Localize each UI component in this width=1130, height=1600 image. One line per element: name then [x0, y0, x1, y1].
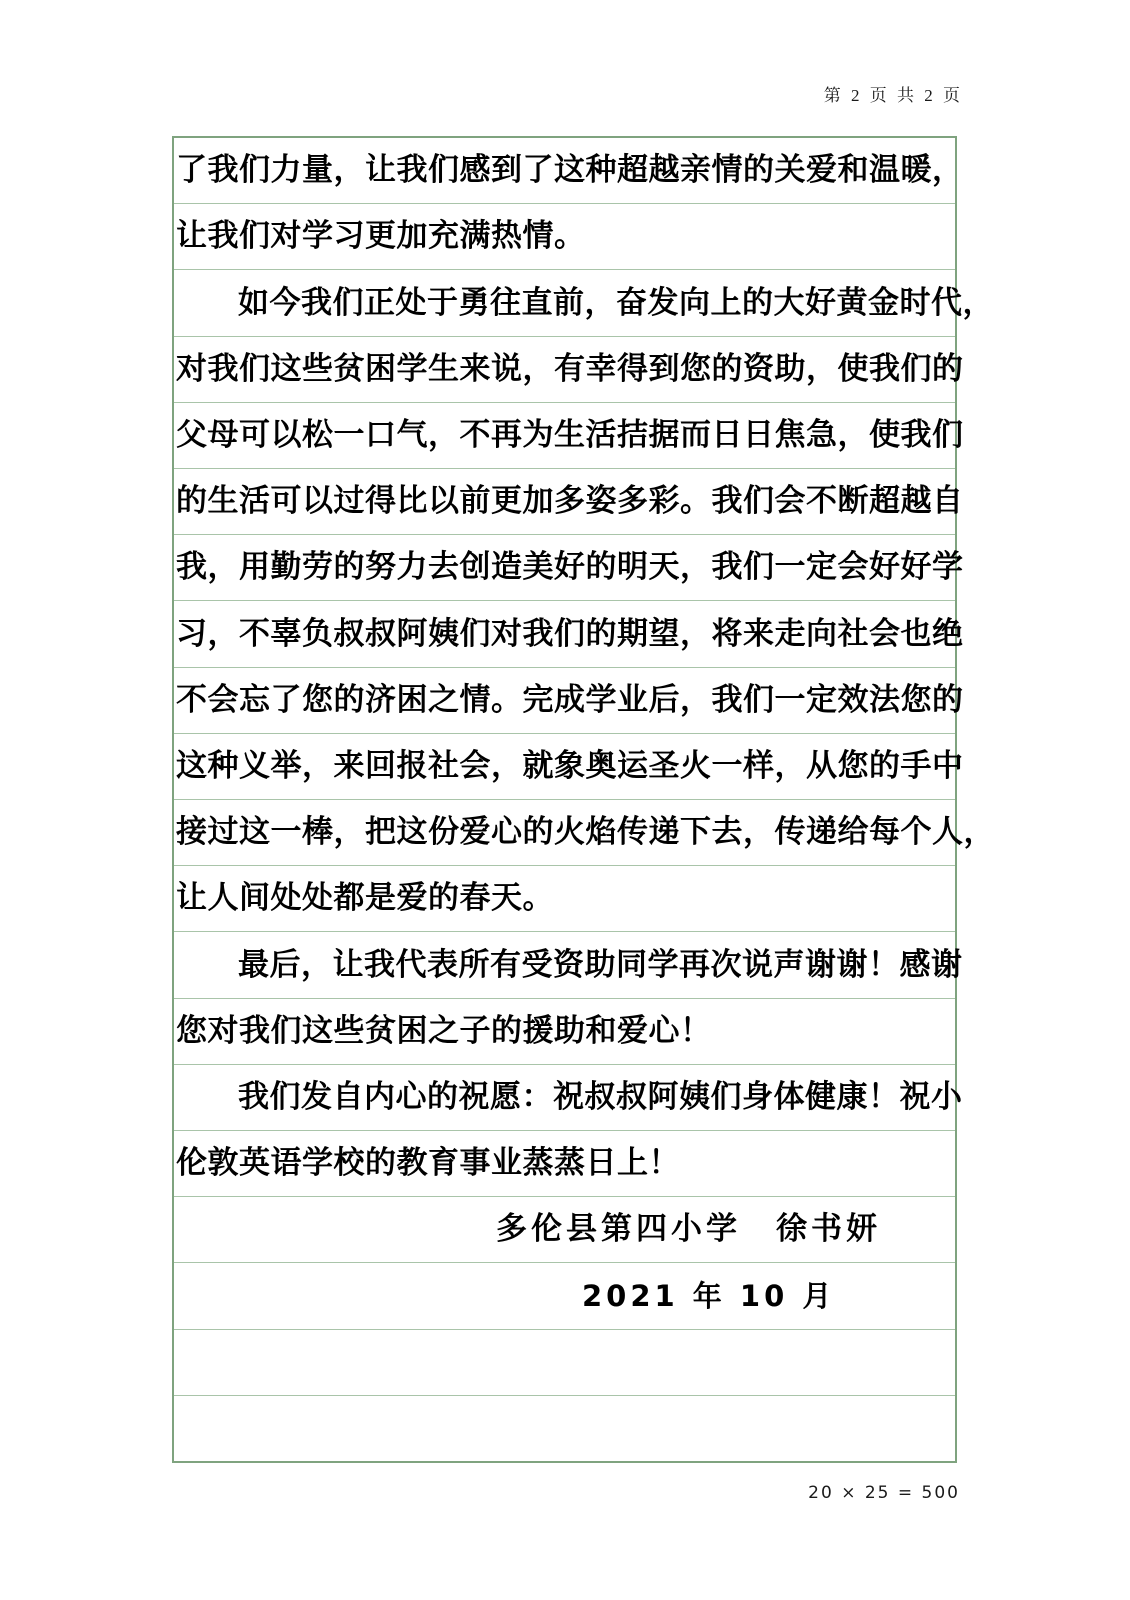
row-text: 最后，让我代表所有受资助同学再次说声谢谢！感谢: [238, 946, 963, 983]
text-row-2: [174, 204, 955, 270]
text-row-8: [174, 601, 964, 667]
text-row-3: [174, 270, 994, 336]
text-row-16: [174, 1131, 955, 1197]
row-text: 伦敦英语学校的教育事业蒸蒸日上！: [176, 1145, 680, 1182]
row-text: 父母可以松一口气，不再为生活拮据而日日焦急，使我们: [176, 416, 964, 453]
text-row-13: [174, 932, 963, 998]
grid-capacity-note: 20 × 25 = 500: [808, 1483, 960, 1503]
row-text: 的生活可以过得比以前更加多姿多彩。我们会不断超越自: [176, 483, 964, 520]
signature-row: [174, 1197, 955, 1263]
text-row-12: [174, 866, 955, 932]
page-number-header: 第 2 页 共 2 页: [823, 86, 963, 105]
text-row-11: [174, 800, 995, 866]
text-row-10: [174, 734, 964, 800]
row-text: 对我们这些贫困学生来说，有幸得到您的资助，使我们的: [176, 350, 964, 387]
row-text: 您对我们这些贫困之子的援助和爱心！: [176, 1012, 712, 1049]
empty-row-1: [174, 1330, 955, 1396]
text-row-6: [174, 469, 964, 535]
text-row-4: [174, 337, 964, 403]
signature-text: 多伦县第四小学 徐书妍: [496, 1211, 881, 1248]
row-text: 我们发自内心的祝愿：祝叔叔阿姨们身体健康！祝小: [238, 1078, 963, 1115]
date-row: [174, 1263, 955, 1329]
text-row-15: [174, 1065, 963, 1131]
row-text: 让我们对学习更加充满热情。: [176, 218, 586, 255]
text-row-1: [174, 138, 964, 204]
row-text: 如今我们正处于勇往直前，奋发向上的大好黄金时代，: [238, 284, 994, 321]
text-row-9: [174, 668, 964, 734]
text-row-7: [174, 535, 964, 601]
row-text: 让人间处处都是爱的春天。: [176, 880, 554, 917]
row-text: 我，用勤劳的努力去创造美好的明天，我们一定会好好学: [176, 549, 964, 586]
empty-row-2: [174, 1396, 955, 1461]
row-text: 了我们力量，让我们感到了这种超越亲情的关爱和温暖，: [176, 152, 964, 189]
text-row-14: [174, 999, 955, 1065]
row-text: 接过这一棒，把这份爱心的火焰传递下去，传递给每个人，: [176, 814, 995, 851]
date-text: 2021 年 10 月: [582, 1278, 836, 1313]
row-text: 习，不辜负叔叔阿姨们对我们的期望，将来走向社会也绝: [176, 615, 964, 652]
row-text: 不会忘了您的济困之情。完成学业后，我们一定效法您的: [176, 681, 964, 718]
text-row-5: [174, 403, 964, 469]
writing-grid: [172, 136, 995, 1463]
row-text: 这种义举，来回报社会，就象奥运圣火一样，从您的手中: [176, 747, 964, 784]
